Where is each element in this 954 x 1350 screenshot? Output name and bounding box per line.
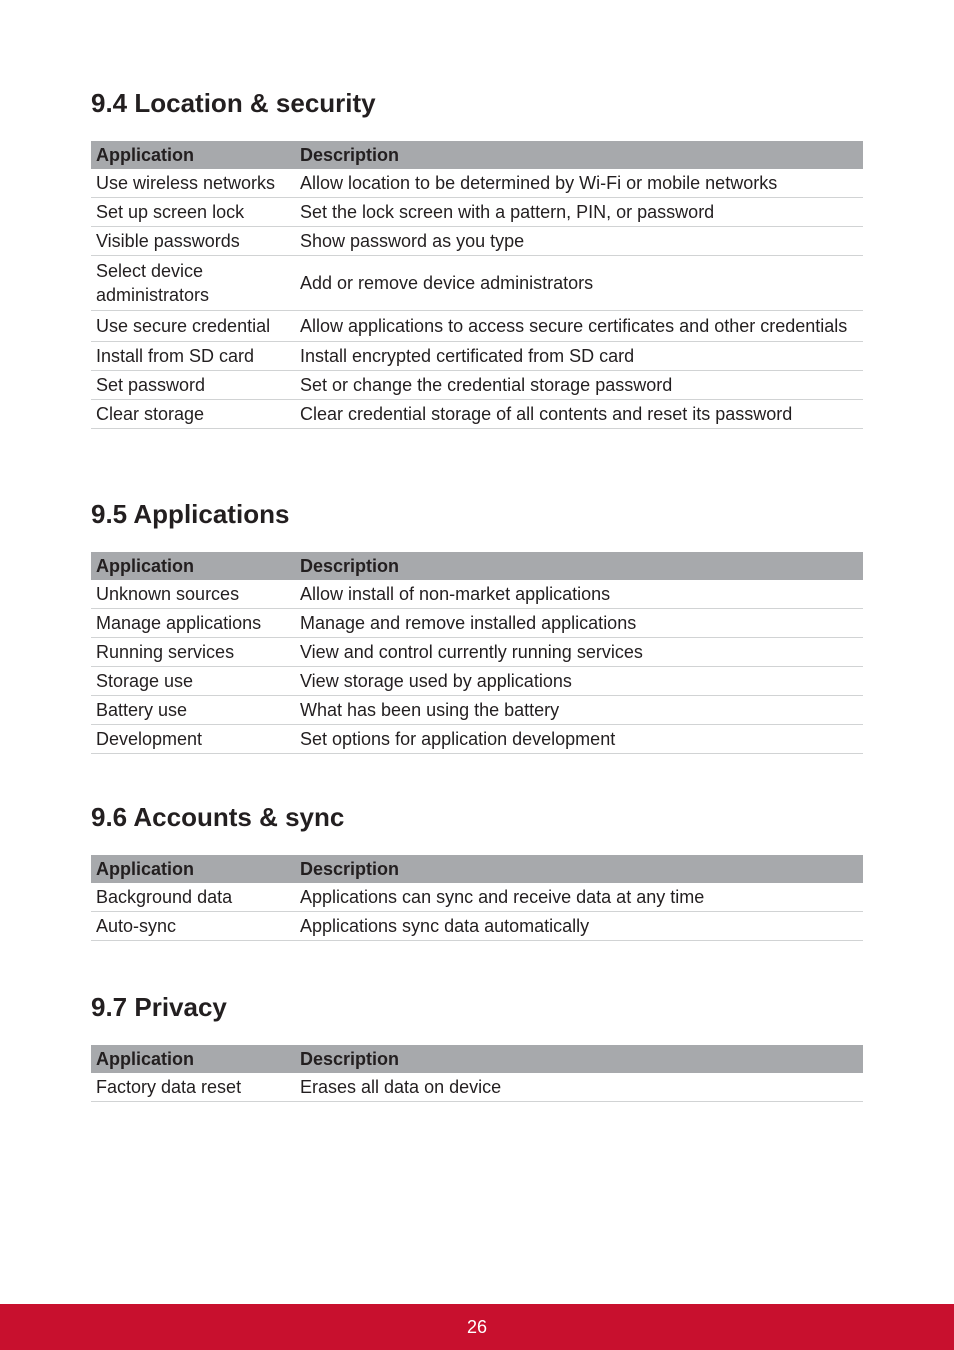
application-cell: Select device administrators (91, 256, 295, 311)
application-cell: Set password (91, 371, 295, 400)
section-accounts-sync (91, 802, 863, 941)
application-cell: Unknown sources (91, 580, 295, 609)
section-heading: 9.7 Privacy (91, 992, 227, 1022)
table-row (91, 227, 863, 256)
application-cell: Storage use (91, 667, 295, 696)
application-cell: Battery use (91, 696, 295, 725)
description-cell: Allow location to be determined by Wi-Fi or mobile networks (295, 169, 863, 198)
column-header-application: Application (91, 141, 295, 169)
table-row (91, 198, 863, 227)
application-cell: Development (91, 725, 295, 754)
column-header-application: Application (91, 855, 295, 883)
table-row (91, 342, 863, 371)
section-heading: 9.6 Accounts & sync (91, 802, 345, 832)
table-header-row (91, 855, 863, 883)
page-footer-bar (0, 1304, 954, 1350)
description-cell: Install encrypted certificated from SD card (295, 342, 863, 371)
table-row (91, 371, 863, 400)
settings-table (91, 141, 863, 429)
column-header-description: Description (295, 552, 863, 580)
table-row (91, 609, 863, 638)
table-row (91, 883, 863, 912)
section-applications (91, 499, 863, 754)
description-cell: Clear credential storage of all contents and reset its password (295, 400, 863, 429)
application-cell: Auto-sync (91, 912, 295, 941)
description-cell: View and control currently running services (295, 638, 863, 667)
table-row (91, 667, 863, 696)
table-row (91, 169, 863, 198)
section-heading: 9.4 Location & security (91, 88, 376, 118)
table-row (91, 311, 863, 342)
description-cell: Allow install of non-market applications (295, 580, 863, 609)
column-header-application: Application (91, 1045, 295, 1073)
application-cell: Visible passwords (91, 227, 295, 256)
settings-table (91, 552, 863, 754)
table-header-row (91, 141, 863, 169)
application-cell: Background data (91, 883, 295, 912)
application-cell: Install from SD card (91, 342, 295, 371)
application-cell: Use secure credential (91, 311, 295, 342)
table-header-row (91, 1045, 863, 1073)
description-cell: Applications can sync and receive data at any time (295, 883, 863, 912)
section-location-security (91, 88, 863, 429)
description-cell: Applications sync data automatically (295, 912, 863, 941)
description-cell: Set the lock screen with a pattern, PIN, or password (295, 198, 863, 227)
application-cell: Clear storage (91, 400, 295, 429)
application-cell: Running services (91, 638, 295, 667)
application-cell: Set up screen lock (91, 198, 295, 227)
description-cell: Manage and remove installed applications (295, 609, 863, 638)
section-heading: 9.5 Applications (91, 499, 290, 529)
application-cell: Manage applications (91, 609, 295, 638)
table-row (91, 256, 863, 311)
page-number: 26 (466, 1317, 488, 1337)
table-row (91, 696, 863, 725)
application-cell: Factory data reset (91, 1073, 295, 1102)
section-privacy (91, 992, 863, 1102)
description-cell: Add or remove device administrators (295, 256, 863, 311)
description-cell: Set options for application development (295, 725, 863, 754)
column-header-description: Description (295, 1045, 863, 1073)
column-header-application: Application (91, 552, 295, 580)
table-row (91, 912, 863, 941)
column-header-description: Description (295, 855, 863, 883)
table-row (91, 725, 863, 754)
table-row (91, 638, 863, 667)
description-cell: View storage used by applications (295, 667, 863, 696)
column-header-description: Description (295, 141, 863, 169)
description-cell: Set or change the credential storage password (295, 371, 863, 400)
description-cell: Erases all data on device (295, 1073, 863, 1102)
description-cell: Allow applications to access secure certificates and other credentials (295, 311, 863, 342)
description-cell: Show password as you type (295, 227, 863, 256)
table-header-row (91, 552, 863, 580)
settings-table (91, 1045, 863, 1102)
settings-table (91, 855, 863, 941)
table-row (91, 580, 863, 609)
table-row (91, 1073, 863, 1102)
application-cell: Use wireless networks (91, 169, 295, 198)
table-row (91, 400, 863, 429)
description-cell: What has been using the battery (295, 696, 863, 725)
